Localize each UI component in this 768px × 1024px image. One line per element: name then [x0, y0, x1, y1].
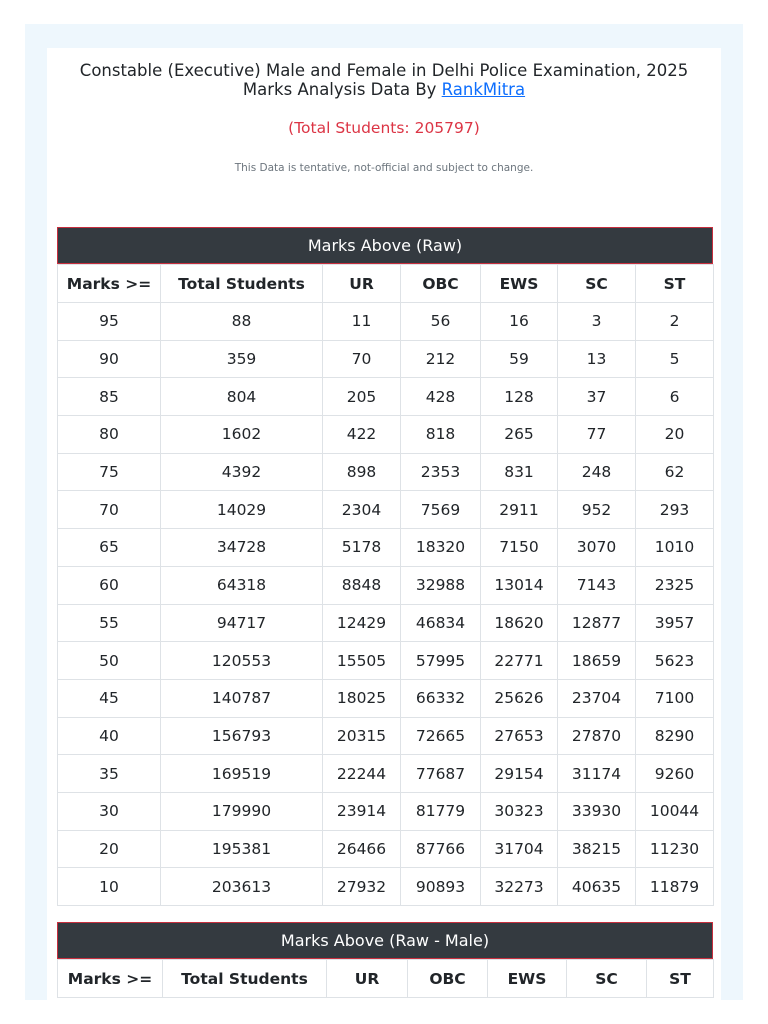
table-cell: 3957: [636, 604, 714, 642]
table-cell: 205: [323, 378, 401, 416]
table-cell: 2: [636, 303, 714, 341]
table-cell: 3: [558, 303, 636, 341]
table-cell: 8290: [636, 717, 714, 755]
section-heading-raw-male: Marks Above (Raw - Male): [57, 922, 713, 959]
table-cell: 422: [323, 416, 401, 454]
table-cell: 15505: [323, 642, 401, 680]
table-cell: 35: [58, 755, 161, 793]
column-header: ST: [647, 960, 714, 998]
table-cell: 32988: [401, 566, 481, 604]
table-cell: 30323: [481, 792, 558, 830]
table-cell: 32273: [481, 868, 558, 906]
table-cell: 7100: [636, 679, 714, 717]
table-cell: 9260: [636, 755, 714, 793]
table-cell: 25626: [481, 679, 558, 717]
table-cell: 87766: [401, 830, 481, 868]
content-card: [47, 48, 721, 1008]
table-cell: 64318: [161, 566, 323, 604]
table-cell: 33930: [558, 792, 636, 830]
table-row: [58, 868, 714, 906]
page-background: [25, 24, 743, 1000]
table-cell: 1010: [636, 529, 714, 567]
table-cell: 11: [323, 303, 401, 341]
table-cell: 2304: [323, 491, 401, 529]
table-cell: 195381: [161, 830, 323, 868]
table-cell: 2325: [636, 566, 714, 604]
table-cell: 10044: [636, 792, 714, 830]
table-cell: 179990: [161, 792, 323, 830]
table-cell: 13014: [481, 566, 558, 604]
column-header: ST: [636, 265, 714, 303]
marks-table-raw-male: [57, 959, 714, 998]
subtitle-prefix: Marks Analysis Data By: [242, 80, 437, 99]
table-cell: 12429: [323, 604, 401, 642]
table-cell: 428: [401, 378, 481, 416]
table-cell: 169519: [161, 755, 323, 793]
table-cell: 50: [58, 642, 161, 680]
table-cell: 77: [558, 416, 636, 454]
table-row: [58, 604, 714, 642]
table-cell: 3070: [558, 529, 636, 567]
table-row: [58, 717, 714, 755]
table-cell: 77687: [401, 755, 481, 793]
column-header: Total Students: [161, 265, 323, 303]
table-row: [58, 491, 714, 529]
table-cell: 293: [636, 491, 714, 529]
table-row: [58, 755, 714, 793]
table-cell: 55: [58, 604, 161, 642]
page-subtitle: [47, 80, 721, 99]
table-cell: 30: [58, 792, 161, 830]
table-cell: 37: [558, 378, 636, 416]
table-row: [58, 679, 714, 717]
rankmitra-link[interactable]: RankMitra: [441, 80, 526, 99]
table-cell: 7569: [401, 491, 481, 529]
table-cell: 7150: [481, 529, 558, 567]
table-cell: 85: [58, 378, 161, 416]
table-cell: 90: [58, 340, 161, 378]
table-cell: 2911: [481, 491, 558, 529]
section-heading-raw: Marks Above (Raw): [57, 227, 713, 264]
column-header: OBC: [408, 960, 488, 998]
table-cell: 11879: [636, 868, 714, 906]
table-cell: 203613: [161, 868, 323, 906]
table-cell: 952: [558, 491, 636, 529]
table-cell: 94717: [161, 604, 323, 642]
table-row: [58, 303, 714, 341]
table-cell: 29154: [481, 755, 558, 793]
table-row: [58, 416, 714, 454]
table-cell: 128: [481, 378, 558, 416]
table-cell: 7143: [558, 566, 636, 604]
total-students: (Total Students: 205797): [288, 119, 480, 137]
table-cell: 31704: [481, 830, 558, 868]
table-cell: 18659: [558, 642, 636, 680]
column-header: SC: [558, 265, 636, 303]
table-cell: 18320: [401, 529, 481, 567]
table-row: [58, 378, 714, 416]
table-cell: 22771: [481, 642, 558, 680]
column-header: Marks >=: [58, 265, 161, 303]
table-row: [58, 792, 714, 830]
table-cell: 60: [58, 566, 161, 604]
table-cell: 27870: [558, 717, 636, 755]
table-cell: 46834: [401, 604, 481, 642]
table-cell: 804: [161, 378, 323, 416]
page-title: Constable (Executive) Male and Female in Delhi Police Examination, 2025: [79, 61, 689, 80]
table-cell: 212: [401, 340, 481, 378]
column-header: UR: [323, 265, 401, 303]
table-row: [58, 529, 714, 567]
table-cell: 20: [636, 416, 714, 454]
column-header: SC: [567, 960, 647, 998]
marks-table-raw: [57, 264, 714, 906]
table-cell: 88: [161, 303, 323, 341]
table-cell: 6: [636, 378, 714, 416]
table-cell: 31174: [558, 755, 636, 793]
table-row: [58, 642, 714, 680]
table-cell: 898: [323, 453, 401, 491]
table-cell: 81779: [401, 792, 481, 830]
table-cell: 4392: [161, 453, 323, 491]
table-cell: 5623: [636, 642, 714, 680]
table-cell: 14029: [161, 491, 323, 529]
table-cell: 818: [401, 416, 481, 454]
table-cell: 13: [558, 340, 636, 378]
table-cell: 26466: [323, 830, 401, 868]
table-cell: 72665: [401, 717, 481, 755]
column-header: EWS: [488, 960, 567, 998]
column-header: Total Students: [163, 960, 327, 998]
table-cell: 62: [636, 453, 714, 491]
table-row: [58, 340, 714, 378]
table-header-row: [58, 960, 714, 998]
column-header: EWS: [481, 265, 558, 303]
table-cell: 90893: [401, 868, 481, 906]
table-cell: 831: [481, 453, 558, 491]
table-cell: 11230: [636, 830, 714, 868]
table-cell: 65: [58, 529, 161, 567]
table-cell: 12877: [558, 604, 636, 642]
disclaimer-note: This Data is tentative, not-official and subject to change.: [234, 162, 534, 174]
table-cell: 34728: [161, 529, 323, 567]
table-cell: 70: [323, 340, 401, 378]
table-cell: 23914: [323, 792, 401, 830]
table-cell: 22244: [323, 755, 401, 793]
table-cell: 140787: [161, 679, 323, 717]
table-header-row: [58, 265, 714, 303]
table-cell: 27653: [481, 717, 558, 755]
table-row: [58, 453, 714, 491]
table-cell: 95: [58, 303, 161, 341]
table-cell: 56: [401, 303, 481, 341]
column-header: UR: [327, 960, 408, 998]
table-cell: 75: [58, 453, 161, 491]
table-cell: 27932: [323, 868, 401, 906]
table-cell: 10: [58, 868, 161, 906]
table-row: [58, 830, 714, 868]
table-cell: 38215: [558, 830, 636, 868]
table-cell: 20: [58, 830, 161, 868]
table-cell: 5: [636, 340, 714, 378]
table-cell: 66332: [401, 679, 481, 717]
table-cell: 120553: [161, 642, 323, 680]
table-row: [58, 566, 714, 604]
table-cell: 70: [58, 491, 161, 529]
table-cell: 23704: [558, 679, 636, 717]
column-header: Marks >=: [58, 960, 163, 998]
table-cell: 18620: [481, 604, 558, 642]
table-cell: 5178: [323, 529, 401, 567]
table-cell: 248: [558, 453, 636, 491]
table-cell: 265: [481, 416, 558, 454]
table-cell: 45: [58, 679, 161, 717]
table-cell: 18025: [323, 679, 401, 717]
table-cell: 40635: [558, 868, 636, 906]
table-cell: 156793: [161, 717, 323, 755]
table-cell: 59: [481, 340, 558, 378]
table-cell: 2353: [401, 453, 481, 491]
table-cell: 359: [161, 340, 323, 378]
page-header: [47, 48, 721, 174]
column-header: OBC: [401, 265, 481, 303]
table-cell: 40: [58, 717, 161, 755]
table-cell: 1602: [161, 416, 323, 454]
table-cell: 57995: [401, 642, 481, 680]
table-cell: 20315: [323, 717, 401, 755]
table-cell: 16: [481, 303, 558, 341]
table-cell: 8848: [323, 566, 401, 604]
table-cell: 80: [58, 416, 161, 454]
